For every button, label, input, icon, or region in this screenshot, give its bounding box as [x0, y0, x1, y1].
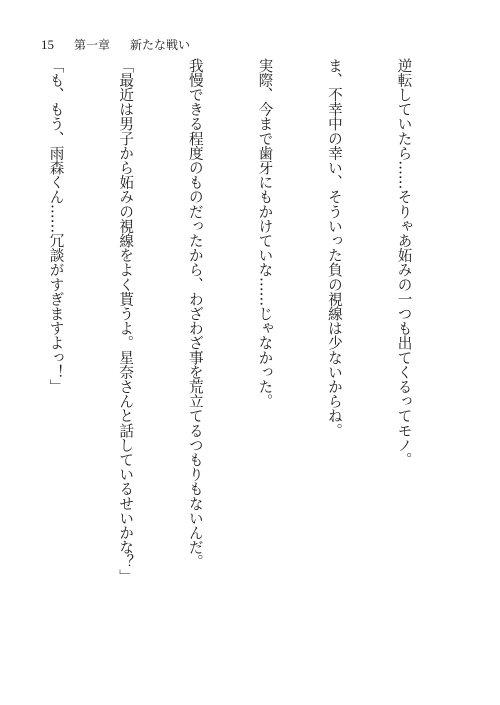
text-line: 逆転していたら……そりゃあ妬みの一つも出てくるってモノ。	[395, 58, 413, 467]
chapter-label: 第一章	[74, 38, 111, 52]
page-number: 15	[41, 37, 54, 52]
text-line: 「最近は男子から妬みの視線をよく貰うよ。星奈さんと話しているせいかな？」	[117, 58, 135, 584]
novel-body-text	[0, 58, 462, 658]
text-line: 実際、今まで歯牙にもかけていな……じゃなかった。	[256, 58, 274, 409]
running-header	[41, 38, 190, 51]
text-line: 我慢できる程度のものだったから、わざわざ事を荒立てるつもりもないんだ。	[186, 58, 204, 569]
text-line: 「も、もう、雨森くん……冗談がすぎますよっ！」	[47, 58, 65, 394]
chapter-title: 新たな戦い	[130, 38, 191, 52]
text-line: ま、不幸中の幸い、そういった負の視線は少ないからね。	[325, 58, 343, 438]
